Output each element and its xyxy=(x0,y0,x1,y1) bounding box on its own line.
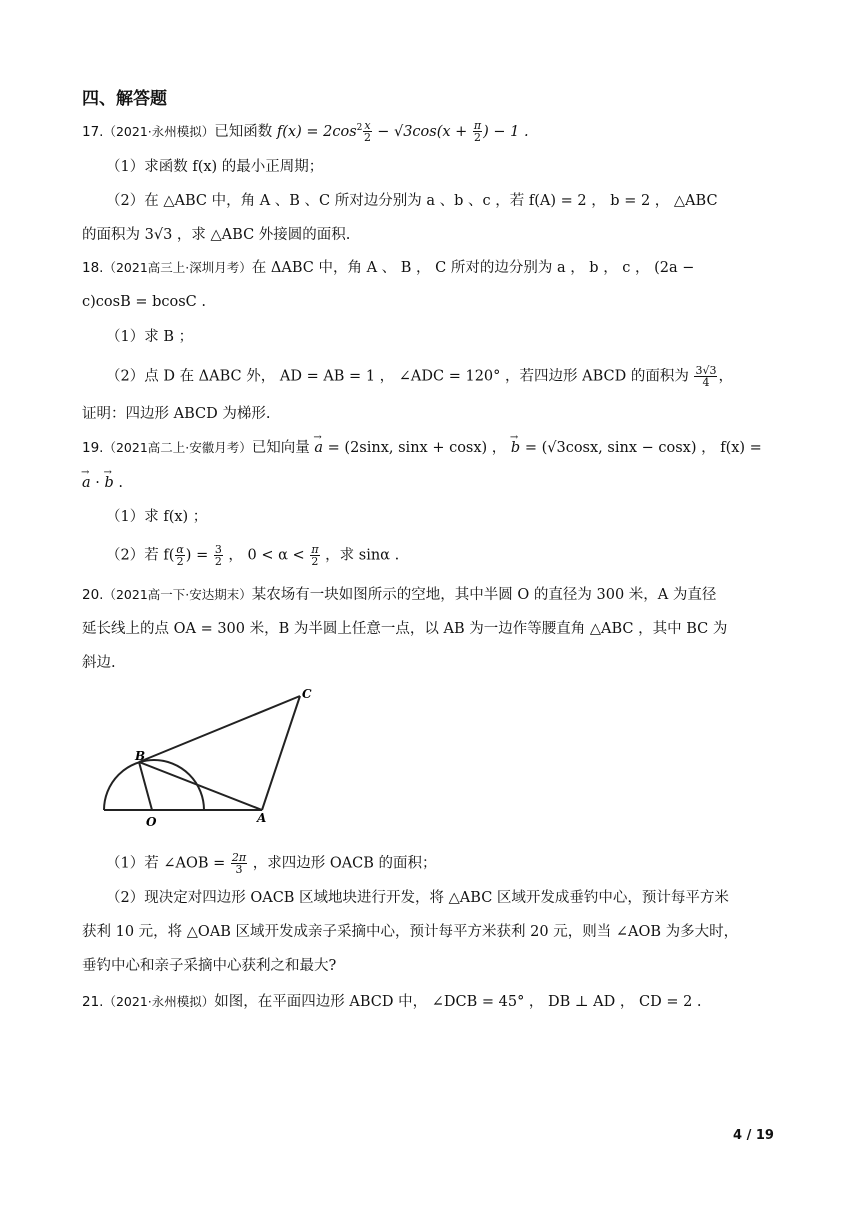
q18-part1: （1）求 B ； xyxy=(106,329,194,345)
label-C: C xyxy=(302,687,312,701)
q19-part2-mid2: ， 0 < α < xyxy=(223,547,310,564)
q20-angle-frac: $\frac{2\pi}{3}$ xyxy=(231,851,247,876)
label-B: B xyxy=(135,749,146,763)
q17-part2b: 的面积为 3√3 ，求 △ABC 外接圆的面积. xyxy=(82,227,351,243)
q17-minus-sqrt3: − √3cos(x + xyxy=(372,123,472,140)
q19-line2 xyxy=(82,473,782,493)
q18-line2: c)cosB = bcosC . xyxy=(82,294,206,310)
q20-part2b: 获利 10 元，将 △OAB 区域开发成亲子采摘中心，预计每平方米获利 20 元，则当 ∠AOB 为多大时， xyxy=(82,924,739,940)
q17-part2a: （2）在 △ABC 中，角 A 、B 、C 所对边分别为 a 、b 、c ，若 f(A) = 2 ， b = 2 ， △ABC xyxy=(106,193,718,209)
q19-line1 xyxy=(82,438,782,458)
q19-vector-b: → b xyxy=(511,438,520,458)
q18-part2a-tail: ， xyxy=(718,368,733,385)
q19-lead: 已知向量 xyxy=(251,440,310,456)
q19-number: 19. xyxy=(82,440,104,456)
q19-vector-a: → a xyxy=(314,438,323,458)
label-A: A xyxy=(257,811,267,825)
page-number: 4 / 19 xyxy=(733,1128,774,1143)
q19-a-value: = (2sinx, sinx + cosx) ， xyxy=(323,440,511,456)
q19-frac-pi: $\frac{\pi}{2}$ xyxy=(311,543,319,568)
q19-part2 xyxy=(106,544,806,567)
q18-area-frac: $\frac{3√3}{4}$ xyxy=(695,364,717,389)
q19-frac-3-2: $\frac{3}{2}$ xyxy=(214,543,222,568)
q19-line2-tail: . xyxy=(113,475,123,491)
q17-square: 2 xyxy=(356,123,363,133)
q20-part1-tail: ，求四边形 OACB 的面积； xyxy=(248,855,437,872)
q20-part1-lead: （1）若 ∠AOB = xyxy=(106,855,230,872)
q17-frac-x: $\frac{x}{2}$ xyxy=(363,119,371,145)
label-O: O xyxy=(146,815,157,829)
q17-fx-lhs: f(x) = 2cos xyxy=(276,123,357,140)
q17-lead: 已知函数 xyxy=(214,123,273,140)
q19-part2-tail: ，求 sinα . xyxy=(320,547,400,564)
q19-part2-mid: ) = xyxy=(185,547,213,564)
q21-line1 xyxy=(82,992,782,1012)
q20-part2c: 垂钓中心和亲子采摘中心获利之和最大? xyxy=(82,958,337,974)
q20-text1: 某农场有一块如图所示的空地，其中半圆 O 的直径为 300 米，A 为直径 xyxy=(251,587,717,603)
q19-source: （2021高二上·安徽月考） xyxy=(103,440,252,455)
q19-b-value: = (√3cosx, sinx − cosx) ， f(x) = xyxy=(520,440,762,456)
q20-line2: 延长线上的点 OA = 300 米，B 为半圆上任意一点，以 AB 为一边作等腰直角 △ABC ，其中 BC 为 xyxy=(82,621,728,637)
q18-number: 18. xyxy=(82,260,104,276)
q19-frac-alpha: $\frac{\alpha}{2}$ xyxy=(176,543,184,568)
q17-number: 17. xyxy=(82,123,104,140)
q18-part2a xyxy=(106,365,806,388)
section-title: 四、解答题 xyxy=(82,89,167,109)
q17-frac-pi: $\frac{\pi}{2}$ xyxy=(473,119,482,145)
q18-part2a-text: （2）点 D 在 ΔABC 外， AD = AB = 1 ， ∠ADC = 120° ，若四边形 ABCD 的面积为 xyxy=(106,368,689,385)
q17-tail: ) − 1 . xyxy=(483,123,529,140)
q17-part1: （1）求函数 f(x) 的最小正周期； xyxy=(106,159,324,175)
segment-AB xyxy=(139,762,262,810)
q18-part2b: 证明：四边形 ABCD 为梯形. xyxy=(82,406,271,422)
segment-AC xyxy=(262,696,300,810)
q21-text1: 如图，在平面四边形 ABCD 中， ∠DCB = 45° ， DB ⊥ AD ， CD = 2 . xyxy=(214,994,702,1010)
q20-number: 20. xyxy=(82,587,104,603)
q19-line2-b: → b xyxy=(104,473,113,493)
q20-line3: 斜边. xyxy=(82,655,116,671)
q17-line1 xyxy=(82,118,782,143)
segment-BC xyxy=(139,696,300,762)
q21-source: （2021·永州模拟） xyxy=(103,994,215,1009)
q19-line2-a: → a xyxy=(82,473,91,493)
q20-part1 xyxy=(106,852,806,875)
q19-part1: （1）求 f(x) ； xyxy=(106,509,208,525)
q18-source: （2021高三上·深圳月考） xyxy=(103,260,252,275)
q18-line1 xyxy=(82,258,782,278)
q20-source: （2021高一下·安达期末） xyxy=(103,587,252,602)
q17-source: （2021·永州模拟） xyxy=(103,123,215,139)
q19-line2-dot: · xyxy=(90,475,105,491)
q21-number: 21. xyxy=(82,994,104,1010)
segment-OB xyxy=(139,762,152,810)
q18-text1: 在 ΔABC 中，角 A 、 B ， C 所对的边分别为 a ， b ， c ， (2a − xyxy=(251,260,695,276)
q20-part2a: （2）现决定对四边形 OACB 区域地块进行开发，将 △ABC 区域开发成垂钓中心，预计每平方米 xyxy=(106,890,729,906)
q19-part2-lead: （2）若 f( xyxy=(106,547,175,564)
q20-figure xyxy=(96,684,336,829)
q20-line1 xyxy=(82,585,782,605)
